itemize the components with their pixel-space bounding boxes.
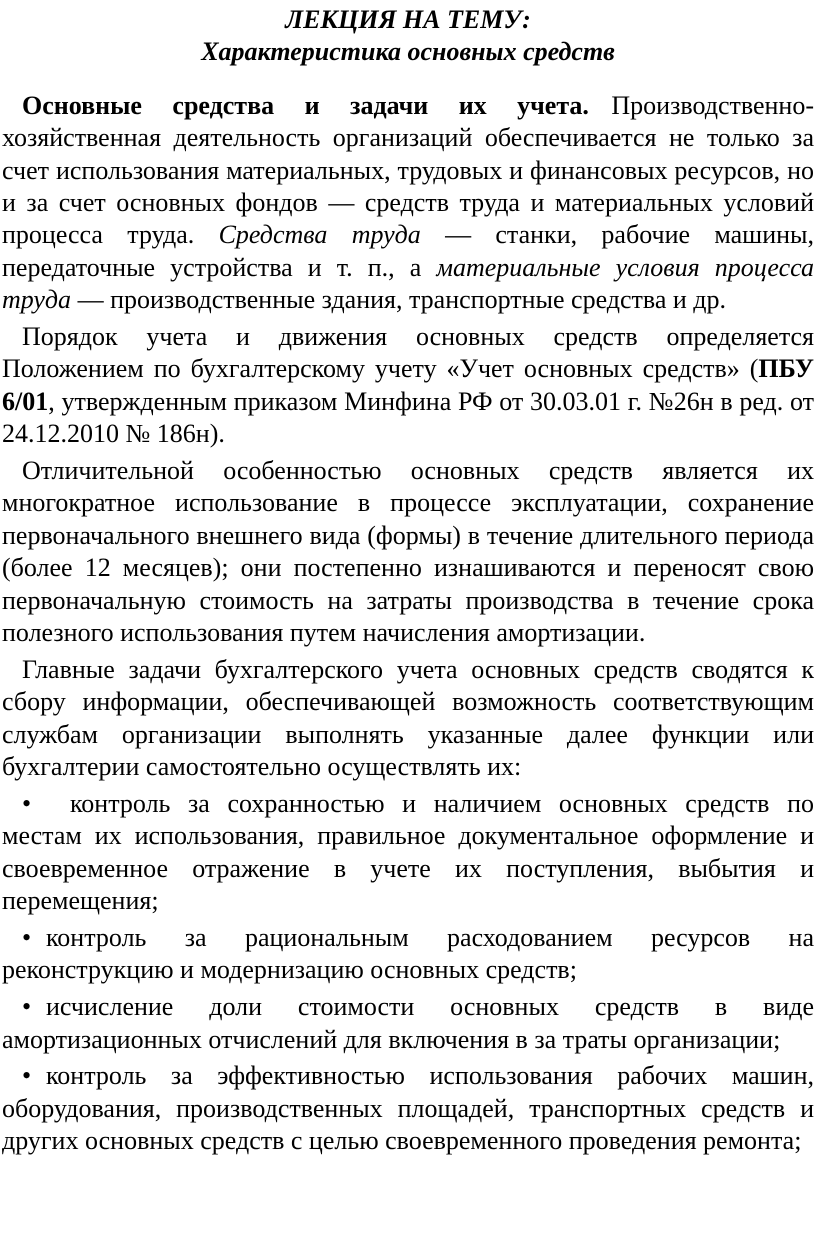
italic-term-material-conditions: материальные условия процесса труда [2, 252, 814, 315]
bullet-item-4 [2, 1060, 814, 1157]
bullet-item-3 [2, 991, 814, 1056]
document-title-line-1: ЛЕКЦИЯ НА ТЕМУ: [285, 5, 531, 34]
document-title-line-2: Характеристика основных средств [201, 37, 615, 67]
bullet-text: исчисление доли стоимости основных средств в виде амортизационных отчислений для включения в за траты организации; [2, 992, 814, 1054]
paragraph-distinctive-feature: Отличительной особенностью основных средств является их многократное использование в процессе эксплуатации, сохранение первоначального внешнего вида (формы) в течение длительного периода (более 12 месяцев); они постепенно изнашиваются и переносят свою первоначальную стоимость на затраты производства в течение срока полезного использования путем начисления амортизации. [2, 456, 814, 648]
section-heading-fixed-assets: Основные средства и задачи их учета. [22, 90, 589, 120]
title-spacer [2, 69, 814, 90]
bullet-text: контроль за сохранностью и наличием основных средств по местам их использования, правильное документальное оформление и своевременное отражение в учете их поступления, выбытия и перемещения; [2, 788, 814, 916]
paragraph-text: — производственные здания, транспортные средства и др. [71, 285, 727, 315]
italic-term-means-of-labor: Средства труда [218, 220, 421, 250]
paragraph-fixed-assets-intro [2, 90, 814, 317]
paragraph-text: , утвержденным приказом Минфина РФ от 30.03.01 г. №26н в ред. от 24.12.2010 № 186н). [2, 386, 814, 449]
bullet-marker: • [22, 922, 32, 952]
paragraph-text: — станки, рабочие машины, передаточные устройства и т. п., а [2, 220, 814, 282]
bullet-item-1 [2, 788, 814, 918]
bullet-marker: • [22, 788, 32, 818]
bold-term-pbu: ПБУ 6/01 [2, 354, 814, 416]
bullet-text: контроль за эффективностью использования рабочих машин, оборудования, производственных площадей, транспортных средств и других основных средств с целью своевременного проведения ремонта; [2, 1061, 814, 1156]
bullet-marker: • [22, 1061, 32, 1091]
paragraph-accounting-order [2, 321, 814, 451]
bullet-item-2 [2, 922, 814, 987]
paragraph-text: Порядок учета и движения основных средств определяется Положением по бухгалтерскому учету «Учет основных средств» ( [2, 322, 814, 384]
bullet-text: контроль за рациональным расходованием ресурсов на реконструкцию и модернизацию основных средств; [2, 922, 814, 985]
bullet-marker: • [22, 992, 32, 1022]
paragraph-main-tasks: Главные задачи бухгалтерского учета основных средств сводятся к сбору информации, обеспечивающей возможность соответствующим службам организации выполнять указанные далее функции или бухгалтерии самостоятельно осуществлять их: [2, 654, 814, 782]
paragraph-text: Производственно-хозяйственная деятельность организаций обеспечивается не только за счет использования материальных, трудовых и финансовых ресурсов, но и за счет основных фондов — средств труда и материальных условий процесса труда. [2, 90, 814, 250]
